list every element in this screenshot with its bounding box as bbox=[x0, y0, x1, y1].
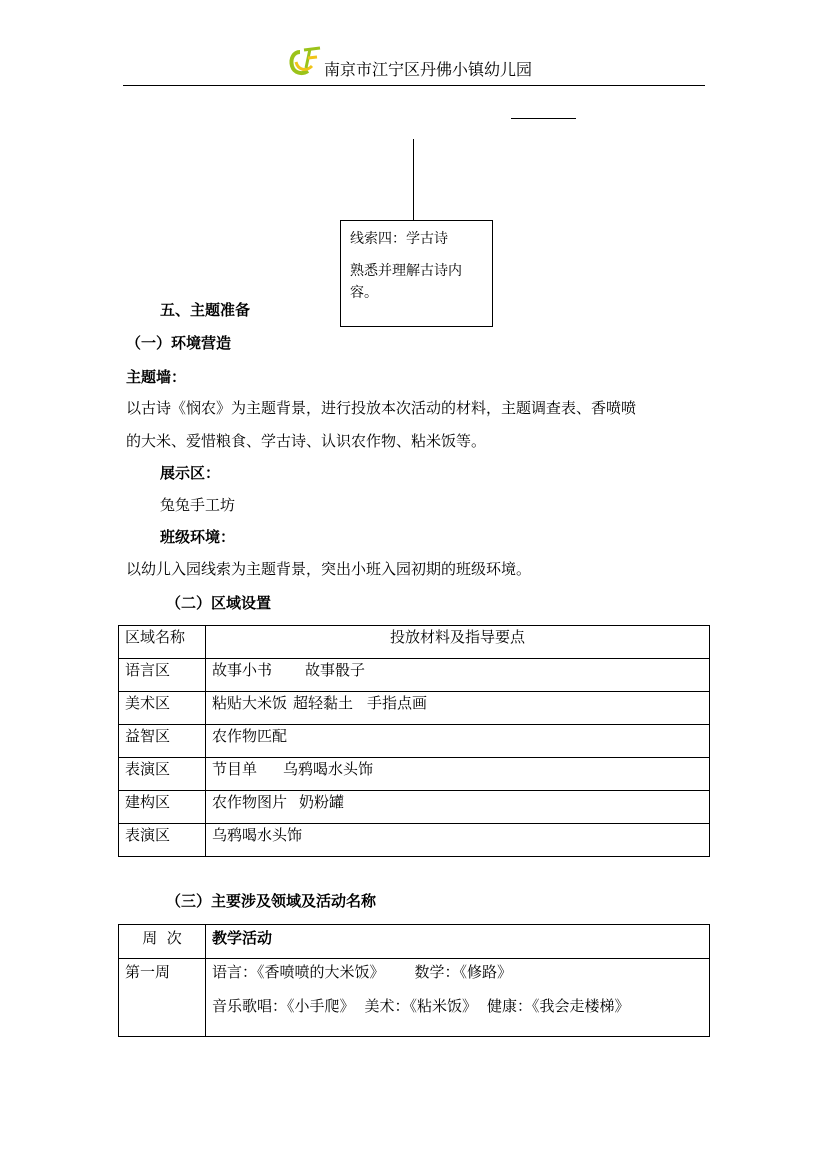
material-item: 节目单 bbox=[212, 760, 258, 778]
area-name: 建构区 bbox=[119, 791, 206, 824]
col-materials: 投放材料及指导要点 bbox=[206, 626, 710, 659]
area-name: 语言区 bbox=[119, 659, 206, 692]
area-name: 表演区 bbox=[119, 758, 206, 791]
display-area-text: 兔兔手工坊 bbox=[160, 496, 236, 514]
table-row bbox=[119, 725, 710, 758]
area-materials bbox=[206, 725, 710, 758]
table-row bbox=[119, 791, 710, 824]
clue-four-box bbox=[340, 220, 493, 327]
clue-title: 线索四：学古诗 bbox=[350, 231, 448, 247]
class-env-text: 以幼儿入园线索为主题背景，突出小班入园初期的班级环境。 bbox=[126, 560, 532, 578]
table-header-row bbox=[119, 626, 710, 659]
table-row bbox=[119, 659, 710, 692]
activity-item: 语言：《香喷喷的大米饭》 bbox=[212, 963, 385, 981]
env-heading: （一）环境营造 bbox=[126, 334, 232, 352]
area-materials bbox=[206, 791, 710, 824]
theme-wall-label: 主题墙： bbox=[126, 368, 187, 386]
material-item: 故事小书 bbox=[212, 661, 273, 679]
material-item: 故事骰子 bbox=[305, 661, 366, 679]
class-env-label: 班级环境： bbox=[160, 528, 236, 546]
section-heading: 五、主题准备 bbox=[160, 301, 251, 319]
table-row bbox=[119, 824, 710, 857]
area-name: 美术区 bbox=[119, 692, 206, 725]
material-item: 超轻黏土 bbox=[293, 694, 354, 712]
activity-item: 数学：《修路》 bbox=[414, 963, 513, 981]
material-item: 农作物匹配 bbox=[212, 727, 288, 745]
area-materials bbox=[206, 659, 710, 692]
diagram-vertical-line bbox=[413, 139, 414, 221]
area-materials bbox=[206, 758, 710, 791]
header-divider bbox=[123, 85, 705, 86]
material-item: 农作物图片 bbox=[212, 793, 288, 811]
col-area-name: 区域名称 bbox=[119, 626, 206, 659]
material-item: 奶粉罐 bbox=[299, 793, 345, 811]
area-name: 表演区 bbox=[119, 824, 206, 857]
table-row bbox=[119, 758, 710, 791]
col-week: 周 次 bbox=[119, 925, 206, 959]
theme-wall-text-line1: 以古诗《悯农》为主题背景，进行投放本次活动的材料，主题调查表、香喷喷 bbox=[126, 399, 637, 417]
school-logo-icon bbox=[286, 46, 324, 78]
area-materials bbox=[206, 824, 710, 857]
week-label: 第一周 bbox=[119, 959, 206, 1037]
material-item: 乌鸦喝水头饰 bbox=[283, 760, 374, 778]
activity-item: 音乐歌唱：《小手爬》 bbox=[212, 997, 355, 1015]
diagram-connector-line bbox=[511, 118, 576, 119]
activity-line bbox=[212, 961, 703, 983]
activities-table bbox=[118, 924, 710, 1037]
activity-line bbox=[212, 995, 703, 1017]
col-teaching-activity: 教学活动 bbox=[206, 925, 710, 959]
material-item: 粘贴大米饭 bbox=[212, 694, 288, 712]
page-header bbox=[0, 44, 827, 84]
theme-wall-text-line2: 的大米、爱惜粮食、学古诗、认识农作物、粘米饭等。 bbox=[126, 432, 487, 450]
school-name: 南京市江宁区丹佛小镇幼儿园 bbox=[324, 60, 533, 79]
display-area-label: 展示区： bbox=[160, 464, 221, 482]
clue-body: 熟悉并理解古诗内容。 bbox=[350, 263, 462, 301]
area-materials bbox=[206, 692, 710, 725]
area-settings-table bbox=[118, 625, 710, 857]
table-row bbox=[119, 959, 710, 1037]
table-row bbox=[119, 692, 710, 725]
areas-heading: （二）区域设置 bbox=[166, 594, 272, 612]
material-item: 乌鸦喝水头饰 bbox=[212, 826, 303, 844]
activities-heading: （三）主要涉及领域及活动名称 bbox=[166, 892, 377, 910]
activity-item: 美术：《粘米饭》 bbox=[364, 997, 478, 1015]
material-item: 手指点画 bbox=[367, 694, 428, 712]
table-header-row bbox=[119, 925, 710, 959]
week-activities bbox=[206, 959, 710, 1037]
activity-item: 健康：《我会走楼梯》 bbox=[487, 997, 630, 1015]
area-name: 益智区 bbox=[119, 725, 206, 758]
